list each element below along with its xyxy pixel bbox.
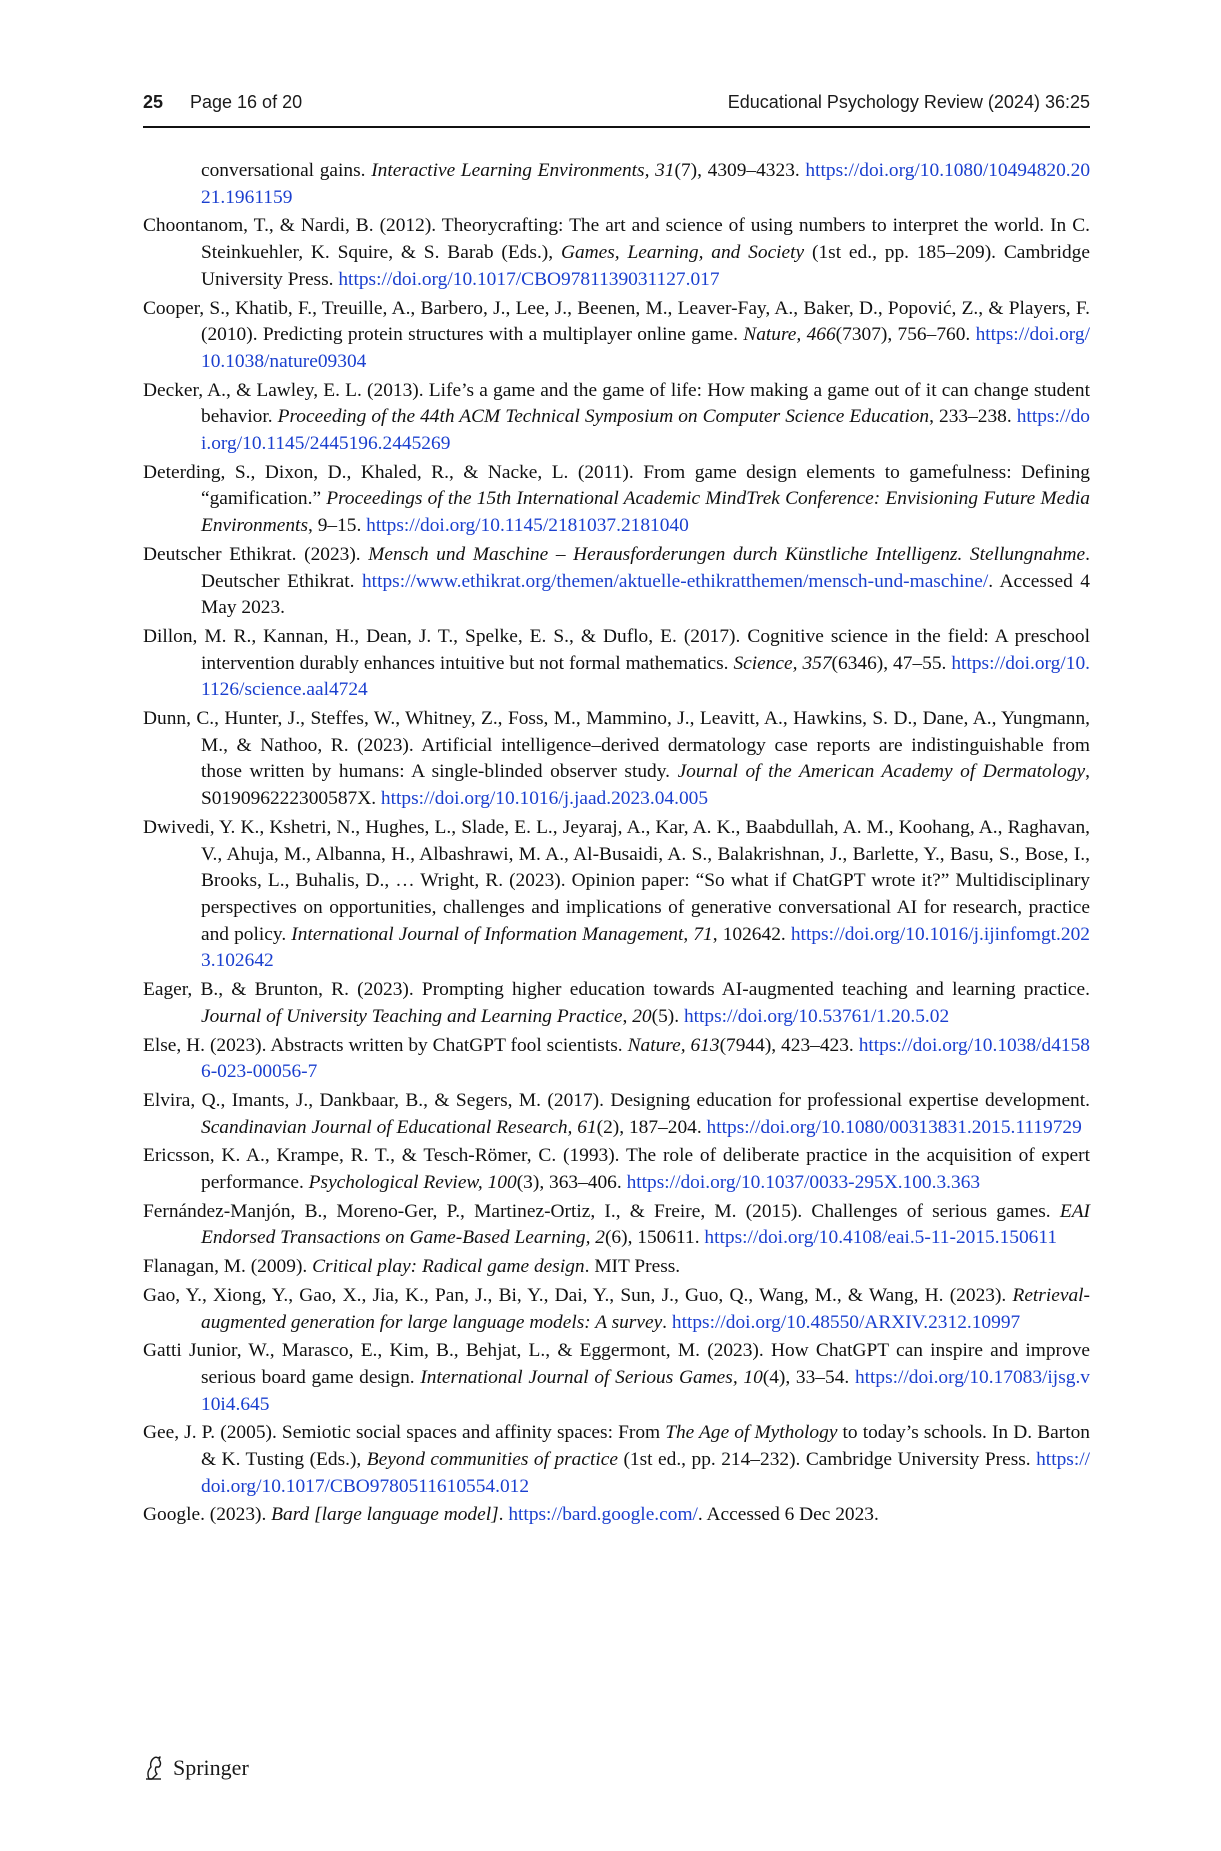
header-rule <box>143 126 1090 128</box>
reference-entry <box>143 1420 1090 1500</box>
reference-text: , S019096222300587X. <box>201 761 1090 810</box>
reference-text: Choontanom, T., & Nardi, B. (2012). Theorycrafting: The art and science of using numbers to interpret the world. In C. Steinkuehler, K. Squire, & S. Barab (Eds.), <box>143 215 1090 264</box>
reference-text: (5). <box>651 1005 684 1027</box>
reference-text: (7307), 756–760. <box>835 324 976 346</box>
reference-entry <box>143 1338 1090 1418</box>
doi-link[interactable]: https://doi.org/10.1145/2181037.2181040 <box>366 515 689 537</box>
reference-title-italic: The Age of Mythology <box>665 1422 838 1444</box>
reference-title-italic: Proceedings of the 15th International Academic MindTrek Conference: Envisioning Future Media Environments <box>201 488 1090 537</box>
reference-text: (3), 363–406. <box>516 1172 627 1194</box>
reference-entry <box>143 1199 1090 1252</box>
reference-text: , 233–238. <box>929 406 1017 428</box>
reference-text: . Accessed 4 May 2023. <box>201 570 1090 619</box>
reference-text: , 102642. <box>712 923 791 945</box>
reference-text: . MIT Press. <box>584 1256 681 1278</box>
reference-text: (6), 150611. <box>604 1227 705 1249</box>
reference-text: (1st ed., pp. 214–232). Cambridge University Press. <box>617 1449 1037 1471</box>
reference-title-italic: Scandinavian Journal of Educational Research, 61 <box>201 1116 597 1138</box>
reference-title-italic: Journal of University Teaching and Learning Practice <box>201 1005 623 1027</box>
reference-text: Deutscher Ethikrat. (2023). <box>143 543 369 565</box>
reference-text: (1st ed., pp. 185–209). Cambridge University Press. <box>201 242 1090 290</box>
reference-title-italic: Mensch und Maschine – Herausforderungen durch Künstliche Intelligenz. Stellungnahme <box>368 543 1086 565</box>
reference-entry <box>143 1254 1090 1281</box>
reference-entry <box>143 213 1090 293</box>
reference-text: . <box>498 1504 509 1526</box>
reference-text: , <box>683 923 694 945</box>
reference-text: Gatti Junior, W., Marasco, E., Kim, B., Behjat, L., & Eggermont, M. (2023). How ChatGPT can inspire and improve serious board game design. <box>143 1340 1090 1388</box>
journal-citation: Educational Psychology Review (2024) 36:25 <box>727 92 1090 112</box>
reference-text: Dillon, M. R., Kannan, H., Dean, J. T., Spelke, E. S., & Duflo, E. (2017). Cognitive science in the field: A preschool intervention durably enhances intuitive but not formal mathematics. <box>143 625 1090 674</box>
reference-entry <box>143 296 1090 376</box>
doi-link[interactable]: https://doi.org/10.1126/science.aal4724 <box>201 652 1090 701</box>
reference-text: Deterding, S., Dixon, D., Khaled, R., & Nacke, L. (2011). From game design elements to gamefulness: Defining “gamification.” <box>143 461 1090 510</box>
reference-text: Google. (2023). <box>143 1504 272 1526</box>
reference-text: Eager, B., & Brunton, R. (2023). Prompting higher education towards AI-augmented teaching and learning practice. <box>143 979 1090 1001</box>
reference-text: Flanagan, M. (2009). <box>143 1256 313 1278</box>
page-of-label: Page 16 of 20 <box>190 92 303 112</box>
doi-link[interactable]: https://doi.org/10.1017/CBO9780511610554.012 <box>201 1449 1090 1497</box>
reference-title-italic: Journal of the American Academy of Dermatology <box>677 761 1086 783</box>
doi-link[interactable]: https://doi.org/10.1017/CBO9781139031127.017 <box>338 268 720 290</box>
doi-link[interactable]: https://doi.org/10.48550/ARXIV.2312.10997 <box>671 1311 1021 1333</box>
reference-text: . Deutscher Ethikrat. <box>201 543 1090 592</box>
reference-title-italic: EAI Endorsed Transactions on Game-Based Learning, 2 <box>201 1200 1090 1249</box>
springer-horse-icon <box>143 1755 165 1781</box>
reference-title-italic: Bard [large language model] <box>271 1504 499 1526</box>
reference-entry <box>143 1283 1090 1336</box>
reference-entry <box>143 977 1090 1030</box>
reference-title-italic: Science, 357 <box>733 652 832 674</box>
reference-list <box>143 158 1090 1531</box>
reference-title-italic: 20 <box>632 1005 652 1027</box>
reference-entry <box>143 542 1090 622</box>
doi-link[interactable]: https://doi.org/10.1080/10494820.2021.1961159 <box>201 160 1091 208</box>
doi-link[interactable]: https://www.ethikrat.org/themen/aktuelle-ethikratthemen/mensch-und-maschine/ <box>361 570 989 592</box>
reference-entry <box>143 624 1090 704</box>
reference-entry <box>143 815 1090 975</box>
reference-text: (7), 4309–4323. <box>674 160 806 181</box>
reference-text: Elvira, Q., Imants, J., Dankbaar, B., & Segers, M. (2017). Designing education for professional expertise development. <box>143 1089 1090 1111</box>
reference-title-italic: Psychological Review, 100 <box>308 1172 517 1194</box>
reference-text: . <box>662 1311 672 1333</box>
doi-link[interactable]: https://doi.org/10.4108/eai.5-11-2015.150611 <box>704 1227 1058 1249</box>
doi-link[interactable]: https://doi.org/10.1037/0033-295X.100.3.363 <box>626 1172 981 1194</box>
running-header <box>143 86 1090 126</box>
reference-text: . Accessed 6 Dec 2023. <box>697 1504 879 1526</box>
doi-link[interactable]: https://doi.org/10.1038/d41586-023-00056-7 <box>201 1034 1090 1083</box>
reference-text: Dwivedi, Y. K., Kshetri, N., Hughes, L., Slade, E. L., Jeyaraj, A., Kar, A. K., Baabdullah, A. M., Koohang, A., Raghavan, V., Ahuja, M., Albanna, H., Albashrawi, M. A., Al-Busaidi, A. S., Balakrishnan, J., Barlette, Y., Basu, S., Bose, I., Brooks, L., Buhalis, D., … Wright, R. (2023). Opinion paper: “So what if ChatGPT wrote it?” Multidisciplinary perspectives on opportunities, challenges and implications of generative conversational AI for research, practice and policy. <box>143 816 1090 945</box>
reference-title-italic: Nature, 466 <box>743 324 836 346</box>
reference-text: Decker, A., & Lawley, E. L. (2013). Life’s a game and the game of life: How making a game out of it can change student behavior. <box>143 379 1090 428</box>
reference-text: Dunn, C., Hunter, J., Steffes, W., Whitney, Z., Foss, M., Mammino, J., Leavitt, A., Hawkins, S. D., Dane, A., Yungmann, M., & Nathoo, R. (2023). Artificial intelligence–derived dermatology case reports are indistinguishable from those written by humans: A single-blinded observer study. <box>143 708 1090 783</box>
doi-link[interactable]: https://doi.org/10.1016/j.ijinfomgt.2023.102642 <box>201 923 1090 972</box>
reference-text: conversational gains. <box>201 160 372 181</box>
doi-link[interactable]: https://doi.org/10.1016/j.jaad.2023.04.005 <box>380 788 709 810</box>
reference-entry <box>143 706 1090 813</box>
reference-text: (4), 33–54. <box>762 1366 855 1388</box>
reference-title-italic: 71 <box>693 923 713 945</box>
reference-entry <box>143 1033 1090 1086</box>
doi-link[interactable]: https://bard.google.com/ <box>508 1504 698 1526</box>
reference-entry <box>143 460 1090 540</box>
reference-title-italic: Beyond communities of practice <box>366 1449 618 1471</box>
doi-link[interactable]: https://doi.org/10.1145/2445196.2445269 <box>201 406 1090 455</box>
reference-title-italic: Interactive Learning Environments, 31 <box>371 160 675 181</box>
doi-link[interactable]: https://doi.org/10.1080/00313831.2015.1119729 <box>706 1116 1082 1138</box>
publisher-name: Springer <box>173 1755 249 1780</box>
reference-text: Cooper, S., Khatib, F., Treuille, A., Barbero, J., Lee, J., Beenen, M., Leaver-Fay, A., Baker, D., Popović, Z., & Players, F. (2010). Predicting protein structures with a multiplayer online game. <box>143 297 1090 346</box>
reference-title-italic: International Journal of Serious Games, 10 <box>420 1366 763 1388</box>
reference-entry-continued <box>143 158 1090 211</box>
reference-title-italic: Nature, 613 <box>627 1034 720 1056</box>
doi-link[interactable]: https://doi.org/10.17083/ijsg.v10i4.645 <box>201 1366 1090 1415</box>
reference-text: Gao, Y., Xiong, Y., Gao, X., Jia, K., Pan, J., Bi, Y., Dai, Y., Sun, J., Guo, Q., Wang, M., & Wang, H. (2023). <box>143 1284 1013 1306</box>
publisher-footer <box>143 1752 249 1784</box>
reference-text: Gee, J. P. (2005). Semiotic social spaces and affinity spaces: From <box>143 1422 666 1444</box>
reference-text: (7944), 423–423. <box>719 1034 859 1056</box>
reference-text: Fernández-Manjón, B., Moreno-Ger, P., Martinez-Ortiz, I., & Freire, M. (2015). Challenges of serious games. <box>143 1200 1060 1222</box>
reference-title-italic: Retrieval-augmented generation for large language models: A survey <box>201 1284 1090 1333</box>
reference-title-italic: Critical play: Radical game design <box>312 1256 585 1278</box>
doi-link[interactable]: https://doi.org/10.1038/nature09304 <box>201 324 1090 372</box>
reference-title-italic: Games, Learning, and Society <box>560 242 805 264</box>
reference-entry <box>143 1502 1090 1529</box>
reference-title-italic: Proceeding of the 44th ACM Technical Symposium on Computer Science Education <box>277 406 930 428</box>
reference-entry <box>143 378 1090 458</box>
reference-text: to today’s schools. In D. Barton & K. Tusting (Eds.), <box>201 1422 1090 1471</box>
reference-text: (2), 187–204. <box>596 1116 707 1138</box>
reference-entry <box>143 1088 1090 1141</box>
reference-entry <box>143 1143 1090 1196</box>
reference-title-italic: International Journal of Information Management <box>291 923 684 945</box>
reference-text: Ericsson, K. A., Krampe, R. T., & Tesch-Römer, C. (1993). The role of deliberate practice in the acquisition of expert performance. <box>143 1145 1090 1194</box>
reference-text: Else, H. (2023). Abstracts written by ChatGPT fool scientists. <box>143 1034 628 1056</box>
reference-text: , 9–15. <box>308 515 367 537</box>
doi-link[interactable]: https://doi.org/10.53761/1.20.5.02 <box>683 1005 950 1027</box>
reference-text: (6346), 47–55. <box>831 652 952 674</box>
reference-text: , <box>622 1005 633 1027</box>
page-number: 25 <box>143 92 164 112</box>
